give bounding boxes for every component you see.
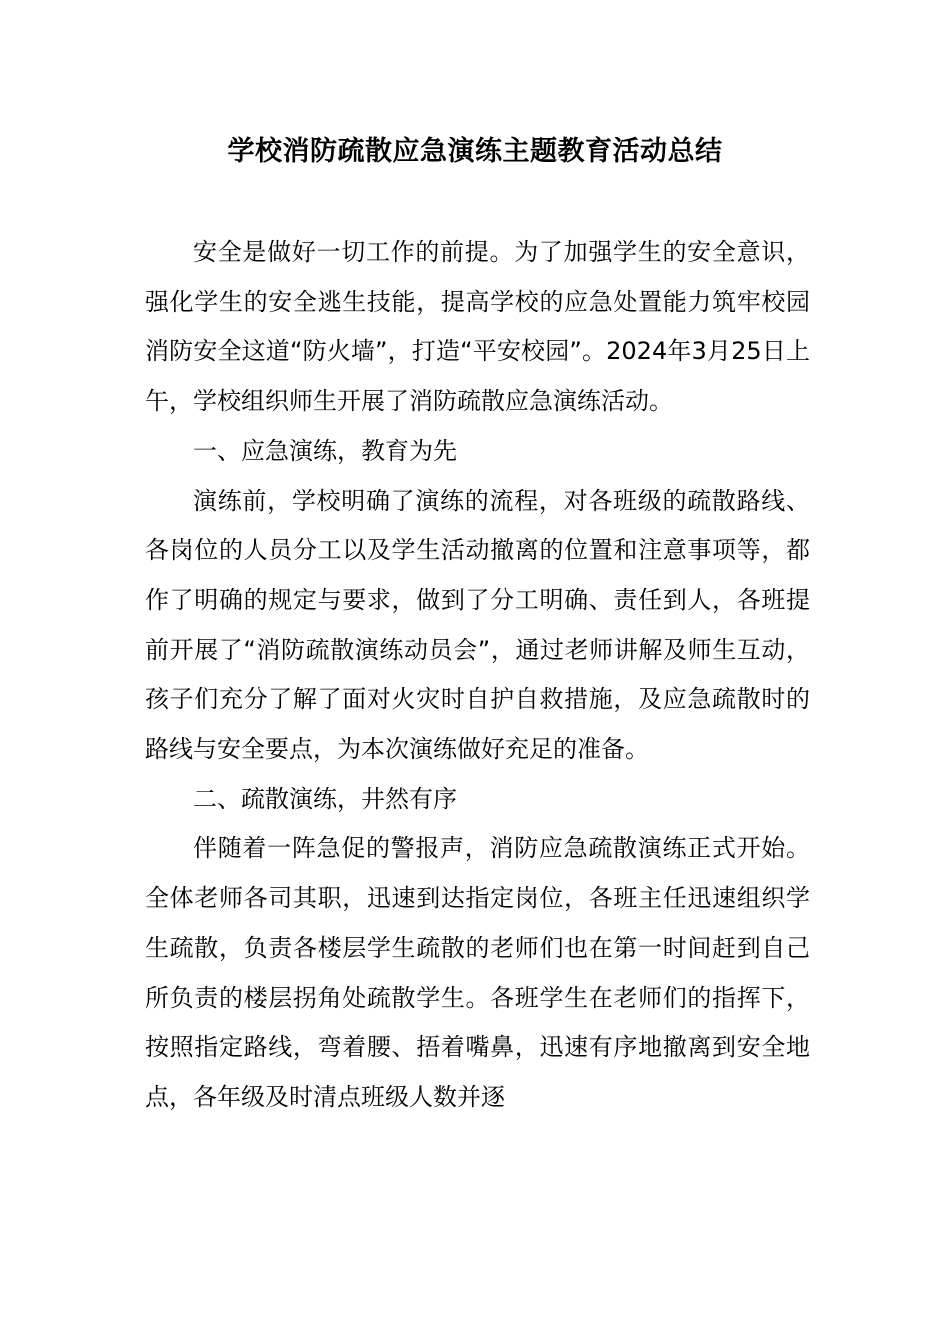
section-heading-1: 一、应急演练，教育为先 — [193, 436, 457, 465]
document-title: 学校消防疏散应急演练主题教育活动总结 — [227, 136, 723, 167]
section-heading-2: 二、疏散演练，井然有序 — [193, 784, 457, 813]
section-2-paragraph: 伴随着一阵急促的警报声，消防应急疏散演练正式开始。全体老师各司其职，迅速到达指定岗位，各班主任迅速组织学生疏散，负责各楼层学生疏散的老师们也在第一时间赶到自己所负责的楼层拐角处疏散学生。各班学生在老师们的指挥下，按照指定路线，弯着腰、捂着嘴鼻，迅速有序地撤离到安全地点，各年级及时清点班级人数并逐 — [145, 834, 810, 1111]
intro-paragraph: 安全是做好一切工作的前提。为了加强学生的安全意识，强化学生的安全逃生技能，提高学校的应急处置能力筑牢校园消防安全这道“防火墙”，打造“平安校园”。2024年3月25日上午，学校组织师生开展了消防疏散应急演练活动。 — [145, 238, 810, 416]
document-body — [145, 228, 810, 1123]
section-1-paragraph: 演练前，学校明确了演练的流程，对各班级的疏散路线、各岗位的人员分工以及学生活动撤离的位置和注意事项等，都作了明确的规定与要求，做到了分工明确、责任到人，各班提前开展了“消防疏散演练动员会”，通过老师讲解及师生互动，孩子们充分了解了面对火灾时自护自救措施，及应急疏散时的路线与安全要点，为本次演练做好充足的准备。 — [145, 486, 810, 764]
